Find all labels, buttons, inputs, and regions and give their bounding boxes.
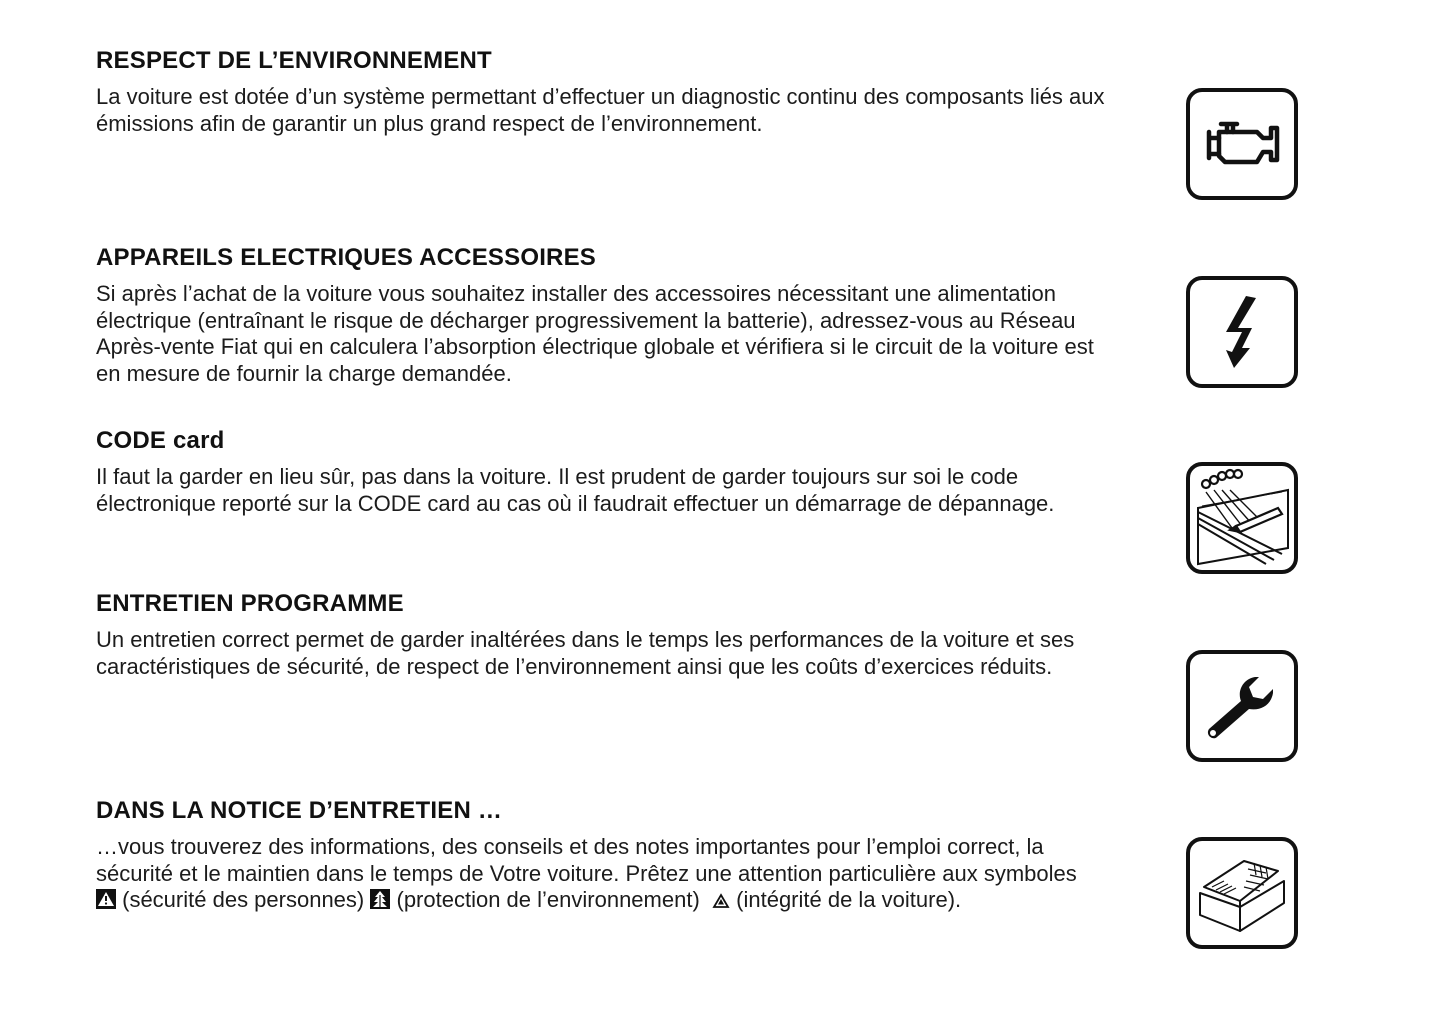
- body-line: Il faut la garder en lieu sûr, pas dans la voiture. Il est prudent de garder toujours sur soi le code: [96, 464, 1019, 489]
- wrench-icon: [1186, 650, 1298, 762]
- environment-symbol-text: (protection de l’environnement): [396, 887, 700, 912]
- safety-warning-icon: [96, 889, 116, 909]
- body-line: Si après l’achat de la voiture vous souhaitez installer des accessoires nécessitant une alimentation: [96, 281, 1056, 306]
- open-book-icon: [1186, 837, 1298, 949]
- body-line: Après-vente Fiat qui en calculera l’absorption électrique globale et vérifiera si le circuit de la voiture est: [96, 334, 1094, 359]
- section-body: [96, 834, 1171, 914]
- body-line: Un entretien correct permet de garder inaltérées dans le temps les performances de la voiture et ses: [96, 627, 1075, 652]
- vehicle-integrity-icon: [712, 893, 730, 909]
- section-heading: ENTRETIEN PROGRAMME: [96, 590, 404, 617]
- engine-icon: [1186, 88, 1298, 200]
- vehicle-symbol-text: (intégrité de la voiture).: [736, 887, 962, 912]
- section-heading: CODE card: [96, 427, 225, 454]
- section-maintenance-notice: [96, 796, 1171, 914]
- section-heading: RESPECT DE L’ENVIRONNEMENT: [96, 47, 492, 74]
- section-heading: DANS LA NOTICE D’ENTRETIEN …: [96, 797, 503, 824]
- body-line: sécurité et le maintien dans le temps de Votre voiture. Prêtez une attention particulière aux symboles: [96, 860, 1077, 886]
- body-line: …vous trouverez des informations, des conseils et des notes importantes pour l’emploi correct, la: [96, 834, 1044, 859]
- body-line: La voiture est dotée d’un système permettant d’effectuer un diagnostic continu des composants liés aux: [96, 84, 1105, 109]
- body-line: en mesure de fournir la charge demandée.: [96, 360, 512, 386]
- notebook-pencil-icon: [1186, 462, 1298, 574]
- body-line: électronique reporté sur la CODE card au cas où il faudrait effectuer un démarrage de dépannage.: [96, 490, 1055, 516]
- lightning-icon: [1186, 276, 1298, 388]
- section-body: [96, 627, 1171, 680]
- body-line: caractéristiques de sécurité, de respect de l’environnement ainsi que les coûts d’exercices réduits.: [96, 653, 1053, 679]
- section-body: [96, 464, 1171, 517]
- section-heading: APPAREILS ELECTRIQUES ACCESSOIRES: [96, 244, 597, 271]
- section-body: [96, 84, 1171, 137]
- section-code-card: [96, 426, 1171, 517]
- environment-tree-icon: [370, 889, 390, 909]
- body-line: électrique (entraînant le risque de décharger progressivement la batterie), adressez-vous au Réseau: [96, 307, 1076, 333]
- safety-symbol-text: (sécurité des personnes): [122, 887, 365, 912]
- section-body: [96, 281, 1171, 387]
- section-environment: [96, 46, 1171, 137]
- section-electrical-accessories: [96, 243, 1171, 387]
- section-scheduled-maintenance: [96, 589, 1171, 680]
- body-line: émissions afin de garantir un plus grand respect de l’environnement.: [96, 110, 763, 136]
